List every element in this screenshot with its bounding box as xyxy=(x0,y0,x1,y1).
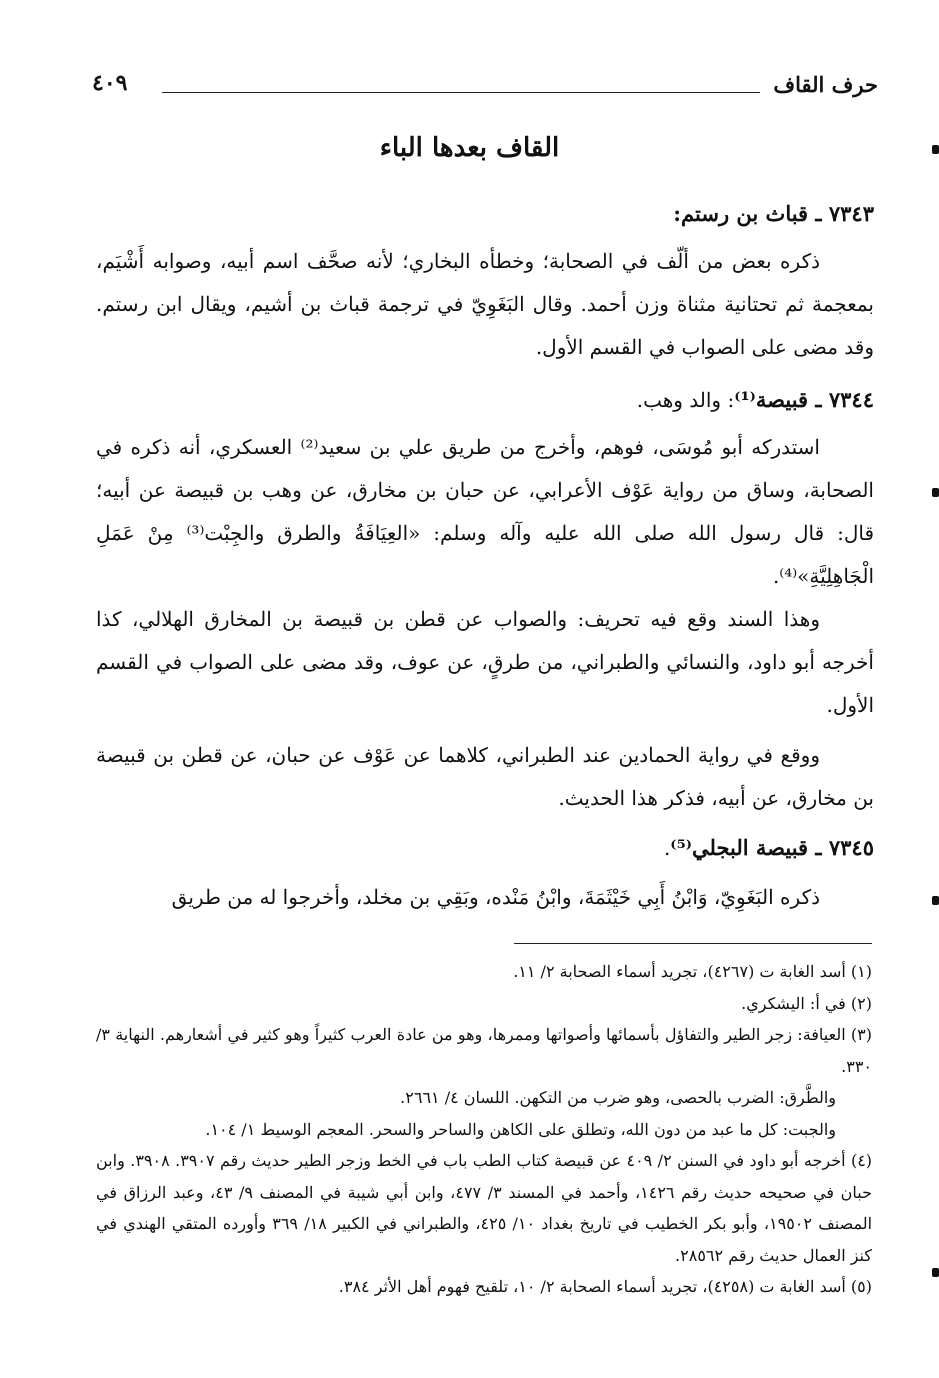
scan-edge-mark xyxy=(932,488,939,497)
running-head-rule xyxy=(162,92,760,93)
entry-heading: ٧٣٤٣ ـ قباث بن رستم: xyxy=(673,201,874,226)
entry-paragraph: استدركه أبو مُوسَى، فوهم، وأخرج من طريق علي بن سعيد⁽²⁾ العسكري، أنه ذكره في الصحابة، وساق من رواية عَوْف الأعرابي، عن حبان بن مخارق، عن وهب بن قبيصة عن أبيه؛ قال: قال رسول الله صلى الله عليه وآله وسلم: «العِيَافَةُ والطرق والجِبْت⁽³⁾ مِنْ عَمَلِ الْجَاهِلِيَّةِ»⁽⁴⁾. xyxy=(96,435,874,588)
footnote-rule xyxy=(514,943,872,944)
entry-heading-tail: : والد وهب. xyxy=(636,388,735,412)
footnote-2: (٢) في أ: اليشكري. xyxy=(741,993,872,1013)
footnotes xyxy=(96,956,872,1303)
scan-edge-mark xyxy=(932,145,939,154)
running-head-title: حرف القاف xyxy=(773,72,878,97)
entry-paragraph: ووقع في رواية الحمادين عند الطبراني، كلاهما عن عَوْف عن حبان، عن قطن بن قبيصة بن مخارق، عن أبيه، فذكر هذا الحديث. xyxy=(96,743,874,810)
page-number: ٤٠٩ xyxy=(92,70,128,96)
entry-heading: ٧٣٤٥ ـ قبيصة البجلي⁽⁵⁾ xyxy=(670,835,874,860)
running-head xyxy=(92,70,878,110)
scan-edge-mark xyxy=(932,896,939,905)
scan-edge-mark xyxy=(932,1268,939,1277)
entry-paragraph: ذكره البَغَوِيّ، وَابْنُ أَبِي خَيْثَمَةَ، وابْنُ مَنْده، وبَقِي بن مخلد، وأخرجوا له من طريق xyxy=(171,885,820,909)
entry-paragraph: وهذا السند وقع فيه تحريف: والصواب عن قطن بن قبيصة بن المخارق الهلالي، كذا أخرجه أبو داود، والنسائي والطبراني، من طرقٍ، عن عوف، وقد مضى على الصواب في القسم الأول. xyxy=(96,607,874,717)
entry-7343 xyxy=(96,192,874,235)
entry-paragraph: ذكره بعض من ألّف في الصحابة؛ وخطأه البخاري؛ لأنه صحَّف اسم أبيه، وصوابه أَشْيَم، بمعجمة ثم تحتانية مثناة وزن أحمد. وقال البَغَوِيّ في ترجمة قباث بن أشيم، ويقال ابن رستم. وقد مضى على الصواب في القسم الأول. xyxy=(96,249,874,359)
footnote-3-continued: والجبت: كل ما عبد من دون الله، وتطلق على الكاهن والساحر والسحر. المعجم الوسيط ١/ ١٠٤. xyxy=(205,1119,836,1139)
footnote-5: (٥) أسد الغابة ت (٤٢٥٨)، تجريد أسماء الصحابة ٢/ ١٠، تلقيح فهوم أهل الأثر ٣٨٤. xyxy=(338,1277,872,1296)
entry-heading: ٧٣٤٤ ـ قبيصة⁽¹⁾ xyxy=(734,387,874,412)
footnote-4: (٤) أخرجه أبو داود في السنن ٢/ ٤٠٩ عن قبيصة كتاب الطب باب في الخط وزجر الطير حديث رقم ٣٩٠٧. ٣٩٠٨. وابن حبان في صحيحه حديث رقم ١٤٢٦، وأحمد في المسند ٣/ ٤٧٧، وابن أبي شيبة في المصنف ٩/ ٤٣، وعبد الرزاق في المصنف ١٩٥٠٢، وأبو بكر الخطيب في تاريخ بغداد ١٠/ ٤٢٥، والطبراني في الكبير ١٨/ ٣٦٩ وأورده المتقي الهندي في كنز العمال حديث رقم ٢٨٥٦٢. xyxy=(96,1151,873,1265)
footnote-3-continued: والطَّرق: الضرب بالحصى، وهو ضرب من التكهن. اللسان ٤/ ٢٦٦١. xyxy=(400,1088,836,1107)
entry-heading-tail: . xyxy=(663,836,671,860)
entry-7344 xyxy=(96,378,874,422)
entry-7345 xyxy=(96,826,874,870)
section-title: القاف بعدها الباء xyxy=(379,133,560,163)
footnote-3: (٣) العيافة: زجر الطير والتفاؤل بأسمائها وأصواتها وممرها، وهو من عادة العرب كثيراً وهو كثير في أشعارهم. النهاية ٣/ ٣٣٠. xyxy=(96,1025,872,1076)
footnote-1: (١) أسد الغابة ت (٤٢٦٧)، تجريد أسماء الصحابة ٢/ ١١. xyxy=(513,962,872,981)
